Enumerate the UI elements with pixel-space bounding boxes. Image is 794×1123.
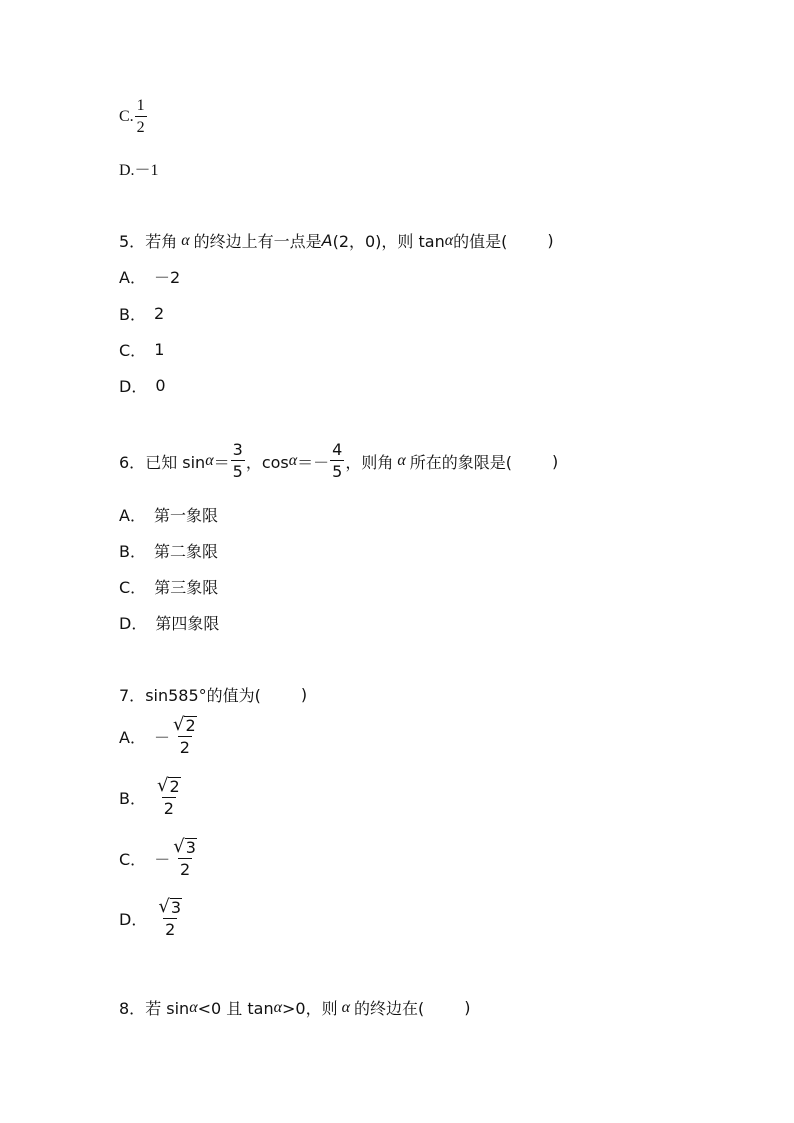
alpha-symbol: α bbox=[189, 998, 198, 1016]
point-label: A bbox=[321, 231, 333, 250]
fraction bbox=[171, 716, 199, 756]
option-label: A． bbox=[119, 727, 146, 747]
fraction bbox=[330, 442, 344, 480]
question-7 bbox=[119, 683, 307, 706]
fraction-denominator: 2 bbox=[179, 738, 190, 757]
option-c bbox=[119, 838, 200, 878]
sqrt-sign: √ bbox=[158, 896, 170, 917]
fraction-numerator: 1 bbox=[136, 97, 145, 114]
question-8 bbox=[119, 996, 471, 1019]
fraction-denominator: 2 bbox=[135, 116, 147, 136]
minus-sign: － bbox=[154, 849, 171, 869]
option-label: D． bbox=[119, 909, 148, 929]
option-text: 第二象限 bbox=[153, 542, 218, 561]
question-number: 6． bbox=[119, 452, 146, 472]
question-text: 的终边在( bbox=[354, 999, 425, 1018]
option-text: 2 bbox=[153, 304, 165, 323]
option-label: C． bbox=[119, 341, 147, 360]
alpha-symbol: α bbox=[205, 452, 214, 469]
option-d bbox=[119, 374, 166, 397]
option-a bbox=[119, 503, 218, 526]
option-label: A． bbox=[119, 268, 146, 287]
option-c bbox=[119, 338, 164, 361]
question-text: ) bbox=[464, 998, 471, 1017]
option-c-prev bbox=[119, 98, 148, 136]
option-b bbox=[119, 777, 184, 817]
option-label: C. bbox=[119, 108, 134, 125]
radicand: 3 bbox=[185, 838, 196, 857]
option-c bbox=[119, 575, 218, 598]
option-label: C． bbox=[119, 578, 147, 597]
question-text: <0 且 tan bbox=[197, 999, 274, 1018]
question-text: 的终边上有一点是 bbox=[193, 232, 322, 251]
radicand: 2 bbox=[169, 777, 180, 796]
sqrt-sign: √ bbox=[156, 775, 169, 796]
fraction bbox=[155, 777, 183, 817]
sqrt-expression bbox=[171, 838, 199, 858]
option-label: C． bbox=[119, 849, 147, 869]
alpha-symbol: α bbox=[444, 231, 454, 249]
sqrt-expression bbox=[156, 898, 184, 918]
option-d-prev bbox=[119, 157, 159, 180]
sqrt-sign: √ bbox=[173, 836, 185, 857]
question-text: (2，0)，则 tan bbox=[332, 232, 445, 251]
option-a bbox=[119, 716, 200, 756]
minus-sign: － bbox=[153, 727, 170, 747]
question-text: sin585°的值为( bbox=[145, 686, 261, 705]
alpha-symbol: α bbox=[273, 998, 282, 1016]
option-label: D． bbox=[119, 377, 148, 396]
sqrt-sign: √ bbox=[172, 714, 185, 735]
option-label: A． bbox=[119, 506, 146, 525]
option-text: 第四象限 bbox=[155, 614, 220, 633]
question-text: ＝－ bbox=[297, 452, 330, 472]
option-text: 第三象限 bbox=[154, 578, 219, 597]
option-text: 1 bbox=[154, 340, 165, 359]
option-label: B． bbox=[119, 788, 146, 808]
question-6 bbox=[119, 442, 558, 480]
sqrt-expression bbox=[155, 777, 183, 797]
fraction-denominator: 5 bbox=[232, 462, 243, 481]
question-text: >0，则 bbox=[282, 999, 338, 1018]
option-label: B． bbox=[119, 305, 146, 324]
alpha-symbol: α bbox=[397, 452, 406, 469]
option-text: D.－1 bbox=[119, 162, 159, 179]
question-number: 8． bbox=[119, 999, 146, 1018]
alpha-symbol: α bbox=[341, 998, 350, 1016]
option-b bbox=[119, 302, 164, 325]
question-text: ) bbox=[300, 685, 308, 704]
option-b bbox=[119, 539, 218, 562]
option-text: 0 bbox=[155, 376, 166, 395]
question-text: 已知 sin bbox=[145, 452, 206, 472]
question-5 bbox=[119, 229, 554, 252]
option-label: B． bbox=[119, 542, 146, 561]
question-number: 5． bbox=[119, 232, 146, 251]
question-text: ，则角 bbox=[345, 452, 394, 472]
fraction-denominator: 5 bbox=[332, 462, 343, 481]
radicand: 3 bbox=[170, 898, 181, 917]
fraction bbox=[231, 442, 245, 480]
fraction-numerator: 3 bbox=[232, 440, 243, 459]
question-text: 若角 bbox=[145, 232, 178, 251]
question-text: ，cos bbox=[245, 452, 289, 472]
fraction-numerator: 4 bbox=[332, 440, 343, 459]
fraction bbox=[135, 98, 147, 136]
fraction bbox=[171, 838, 199, 878]
question-text: 所在的象限是( bbox=[409, 452, 513, 472]
fraction bbox=[156, 898, 184, 938]
fraction-denominator: 2 bbox=[163, 799, 174, 818]
sqrt-expression bbox=[171, 716, 199, 736]
option-d bbox=[119, 611, 219, 634]
radicand: 2 bbox=[185, 716, 196, 735]
option-d bbox=[119, 898, 185, 938]
question-text: 的值是( bbox=[453, 232, 508, 251]
option-text: －2 bbox=[153, 268, 181, 287]
option-text: 第一象限 bbox=[153, 506, 218, 525]
alpha-symbol: α bbox=[288, 452, 298, 469]
question-text: ＝ bbox=[213, 452, 230, 472]
question-text: ) bbox=[552, 451, 559, 471]
question-text: 若 sin bbox=[145, 999, 190, 1018]
option-label: D． bbox=[119, 614, 148, 633]
option-a bbox=[119, 265, 180, 288]
fraction-denominator: 2 bbox=[179, 860, 191, 879]
question-text: ) bbox=[547, 231, 554, 250]
alpha-symbol: α bbox=[181, 231, 190, 249]
fraction-denominator: 2 bbox=[165, 920, 176, 939]
question-number: 7． bbox=[119, 686, 146, 705]
